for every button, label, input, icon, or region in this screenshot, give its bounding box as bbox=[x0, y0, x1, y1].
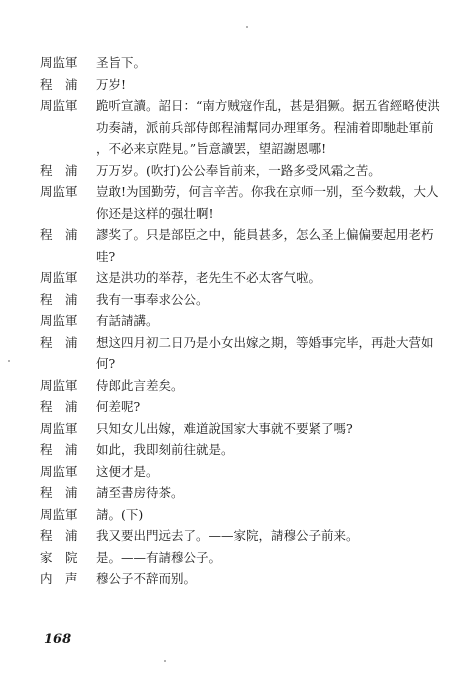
dialogue-entry bbox=[40, 74, 440, 96]
dialogue-entry bbox=[40, 375, 440, 397]
dialogue-line: 万岁! bbox=[96, 76, 127, 92]
speaker-name: 周监軍 bbox=[40, 270, 78, 285]
dialogue-line: 請。(下) bbox=[96, 506, 144, 522]
speaker-name: 程 浦 bbox=[40, 399, 78, 414]
dialogue-entry bbox=[40, 439, 440, 461]
dialogue-line: 只知女儿出嫁，难道說国家大事就不要紧了嗎? bbox=[96, 420, 353, 436]
speaker-name: 周监軍 bbox=[40, 377, 78, 393]
dialogue-line: 請至書房待茶。 bbox=[96, 485, 184, 500]
speaker-name: 程 浦 bbox=[40, 485, 78, 500]
dialogue-entry bbox=[40, 504, 440, 526]
dialogue-entry bbox=[40, 482, 440, 504]
dialogue-line: 圣旨下。 bbox=[96, 55, 147, 70]
dialogue-line: 万万岁。(吹打)公公奉旨前来，一路多受风霜之苦。 bbox=[96, 162, 381, 178]
speaker-name: 程 浦 bbox=[40, 162, 78, 178]
dialogue-entry bbox=[40, 547, 440, 569]
dialogue-entry bbox=[40, 160, 440, 182]
dialogue-entry bbox=[40, 52, 440, 74]
speaker-name: 程 浦 bbox=[40, 334, 78, 350]
dialogue-entry bbox=[40, 418, 440, 440]
speaker-name: 周监軍 bbox=[40, 55, 78, 70]
speaker-name: 周监軍 bbox=[40, 463, 78, 479]
scan-speck bbox=[164, 660, 166, 662]
dialogue-line: 穆公子不辞而别。 bbox=[96, 571, 197, 586]
speaker-name: 程 浦 bbox=[40, 76, 78, 92]
dialogue-entry bbox=[40, 461, 440, 483]
speaker-name: 周监軍 bbox=[40, 98, 78, 113]
scan-speck bbox=[246, 26, 248, 28]
dialogue-line: 謬奖了。只是部臣之中，能員甚多，怎么圣上偏偏要起用老朽哇? bbox=[96, 227, 434, 264]
dialogue-line: 我又要出門远去了。——家院，請穆公子前来。 bbox=[96, 528, 359, 543]
speaker-name: 程 浦 bbox=[40, 227, 78, 242]
speaker-name: 程 浦 bbox=[40, 528, 78, 543]
speaker-name: 周监軍 bbox=[40, 313, 78, 328]
dialogue-line: 这便才是。 bbox=[96, 463, 159, 479]
dialogue-line: 我有一事奉求公公。 bbox=[96, 291, 209, 307]
speaker-name: 内 声 bbox=[40, 571, 78, 586]
dialogue-entry bbox=[40, 95, 440, 160]
dialogue-line: 豈敢!为国勤劳，何言辛苦。你我在京师一别，至今数载，大人你还是这样的强壮啊! bbox=[96, 184, 439, 221]
speaker-name: 程 浦 bbox=[40, 291, 78, 307]
dialogue-entry bbox=[40, 568, 440, 590]
dialogue-line: 跪听宣讀。詔日：“南方贼寇作乱，甚是猖獗。据五省經略使洪功奏請，派前兵部侍郎程浦幫同办理軍务。程浦着即馳赴軍前，不必来京陛見。”旨意讀罢，望詔謝恩哪! bbox=[96, 98, 440, 156]
dialogue-line: 想这四月初二日乃是小女出嫁之期，等婚事完毕，再赴大营如何? bbox=[96, 334, 434, 371]
dialogue-line: 侍郎此言差矣。 bbox=[96, 377, 184, 393]
dialogue-entry bbox=[40, 525, 440, 547]
dialogue-entry bbox=[40, 267, 440, 289]
script-dialogue bbox=[40, 52, 440, 590]
dialogue-entry bbox=[40, 310, 440, 332]
dialogue-line: 何差呢? bbox=[96, 399, 141, 414]
speaker-name: 家 院 bbox=[40, 549, 78, 565]
dialogue-line: 有話請講。 bbox=[96, 313, 159, 328]
dialogue-line: 如此，我即刻前往就是。 bbox=[96, 442, 234, 457]
dialogue-line: 是。——有請穆公子。 bbox=[96, 549, 222, 565]
dialogue-entry bbox=[40, 181, 440, 224]
scan-speck bbox=[8, 360, 10, 362]
dialogue-entry bbox=[40, 396, 440, 418]
dialogue-line: 这是洪功的举荐，老先生不必太客气啦。 bbox=[96, 270, 322, 285]
speaker-name: 周监軍 bbox=[40, 506, 78, 522]
speaker-name: 周监軍 bbox=[40, 420, 78, 436]
speaker-name: 周监軍 bbox=[40, 184, 78, 199]
dialogue-entry bbox=[40, 224, 440, 267]
page-number: 168 bbox=[44, 632, 72, 647]
dialogue-entry bbox=[40, 332, 440, 375]
dialogue-entry bbox=[40, 289, 440, 311]
speaker-name: 程 浦 bbox=[40, 442, 78, 457]
